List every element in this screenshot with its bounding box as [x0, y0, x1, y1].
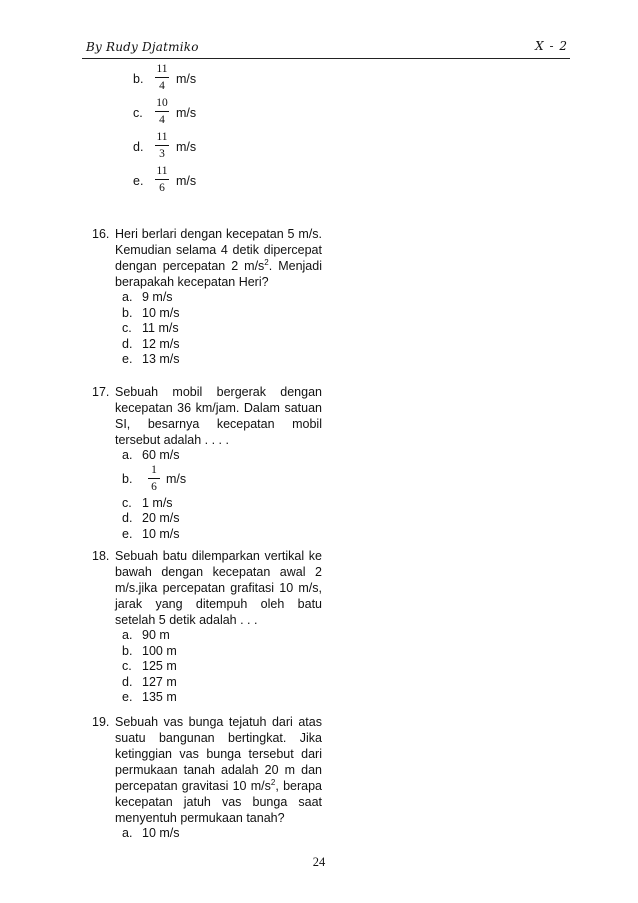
fraction: 10 4 — [156, 97, 168, 126]
page-number: 24 — [312, 855, 326, 869]
options-list — [122, 290, 322, 368]
option-d: d. 20 m/s — [122, 511, 180, 525]
question-text: Heri berlari dengan kecepatan 5 m/s. Kemudian selama 4 detik dipercepat dengan percepatan 2 $m/s^2$. Menjadi berapakah kecepatan Heri? — [115, 227, 322, 289]
option-c: c. 125 m — [122, 659, 177, 673]
options-list — [122, 448, 322, 542]
question-18: 18. Sebuah batu dilemparkan vertikal ke bawah dengan kecepatan awal 2 m/s.jika percepatan grafitasi 10 m/s, jarak yang ditempuh oleh batu setelah 5 detik adalah . . . a. 90 m b. 100 m c. 125 m d. 127 m e. 135 m — [92, 549, 322, 704]
option-b: b. 10 m/s — [122, 305, 180, 320]
question-text: Sebuah mobil bergerak dengan kecepatan 36 km/jam. Dalam satuan SI, besarnya kecepatan mobil tersebut adalah . . . . — [115, 385, 322, 447]
option-a: a. 60 m/s — [122, 448, 180, 462]
option-c: c. 1 m/s — [122, 495, 173, 510]
option-a: a. 90 m — [122, 628, 170, 642]
question-19: 19. Sebuah vas bunga tejatuh dari atas suatu bangunan bertingkat. Jika ketinggian vas bunga tersebut dari permukaan tanah adalah 20 m dan percepatan gravitasi 10 $m/s^2$, berapa kecepatan jatuh vas bunga saat menyentuh permukaan tanah? a. 10 m/s — [92, 715, 322, 840]
options-list — [122, 628, 322, 706]
question-text: Sebuah vas bunga tejatuh dari atas suatu bangunan bertingkat. Jika ketinggian vas bunga tersebut dari permukaan tanah adalah 20 m dan percepatan gravitasi 10 $m/s^2$, berapa kecepatan jatuh vas bunga saat menyentuh permukaan tanah? — [115, 715, 322, 825]
option-e: e. 135 m — [122, 690, 177, 704]
question-text: Sebuah batu dilemparkan vertikal ke bawah dengan kecepatan awal 2 m/s.jika percepatan grafitasi 10 m/s, jarak yang ditempuh oleh batu setelah 5 detik adalah . . . — [115, 549, 322, 627]
question-17: 17. Sebuah mobil bergerak dengan kecepatan 36 km/jam. Dalam satuan SI, besarnya kecepatan mobil tersebut adalah . . . . a. 60 m/s b. 1 6 m/s c. 1 m/s d. 20 m/s e. 10 m/s — [92, 385, 322, 541]
fraction: 11 3 — [156, 131, 168, 160]
option-d: d. 127 m — [122, 674, 177, 689]
options-list — [122, 826, 322, 842]
option-c: c. 11 m/s — [122, 321, 179, 335]
option-e: e. 13 m/s — [122, 352, 180, 366]
fraction: 11 6 — [156, 165, 168, 194]
header-class: X - 2 — [535, 39, 568, 53]
option-d: d. 12 m/s — [122, 336, 180, 351]
option-a: a. 10 m/s — [122, 826, 180, 840]
fraction: 1 6 — [148, 464, 160, 494]
fraction: 11 4 — [156, 63, 168, 92]
option-a: a. 9 m/s — [122, 290, 173, 304]
header-divider — [82, 58, 570, 59]
option-b: b. 1 6 m/s — [122, 463, 187, 493]
option-e: e. 10 m/s — [122, 526, 180, 541]
option-b: b. 100 m — [122, 643, 177, 658]
question-16: 16. Heri berlari dengan kecepatan 5 m/s. Kemudian selama 4 detik dipercepat dengan percepatan 2 $m/s^2$. Menjadi berapakah kecepatan Heri? a. 9 m/s b. 10 m/s c. 11 m/s d. 12 m/s e. 13 m/s — [92, 227, 322, 366]
header-author: By Rudy Djatmiko — [86, 40, 199, 54]
